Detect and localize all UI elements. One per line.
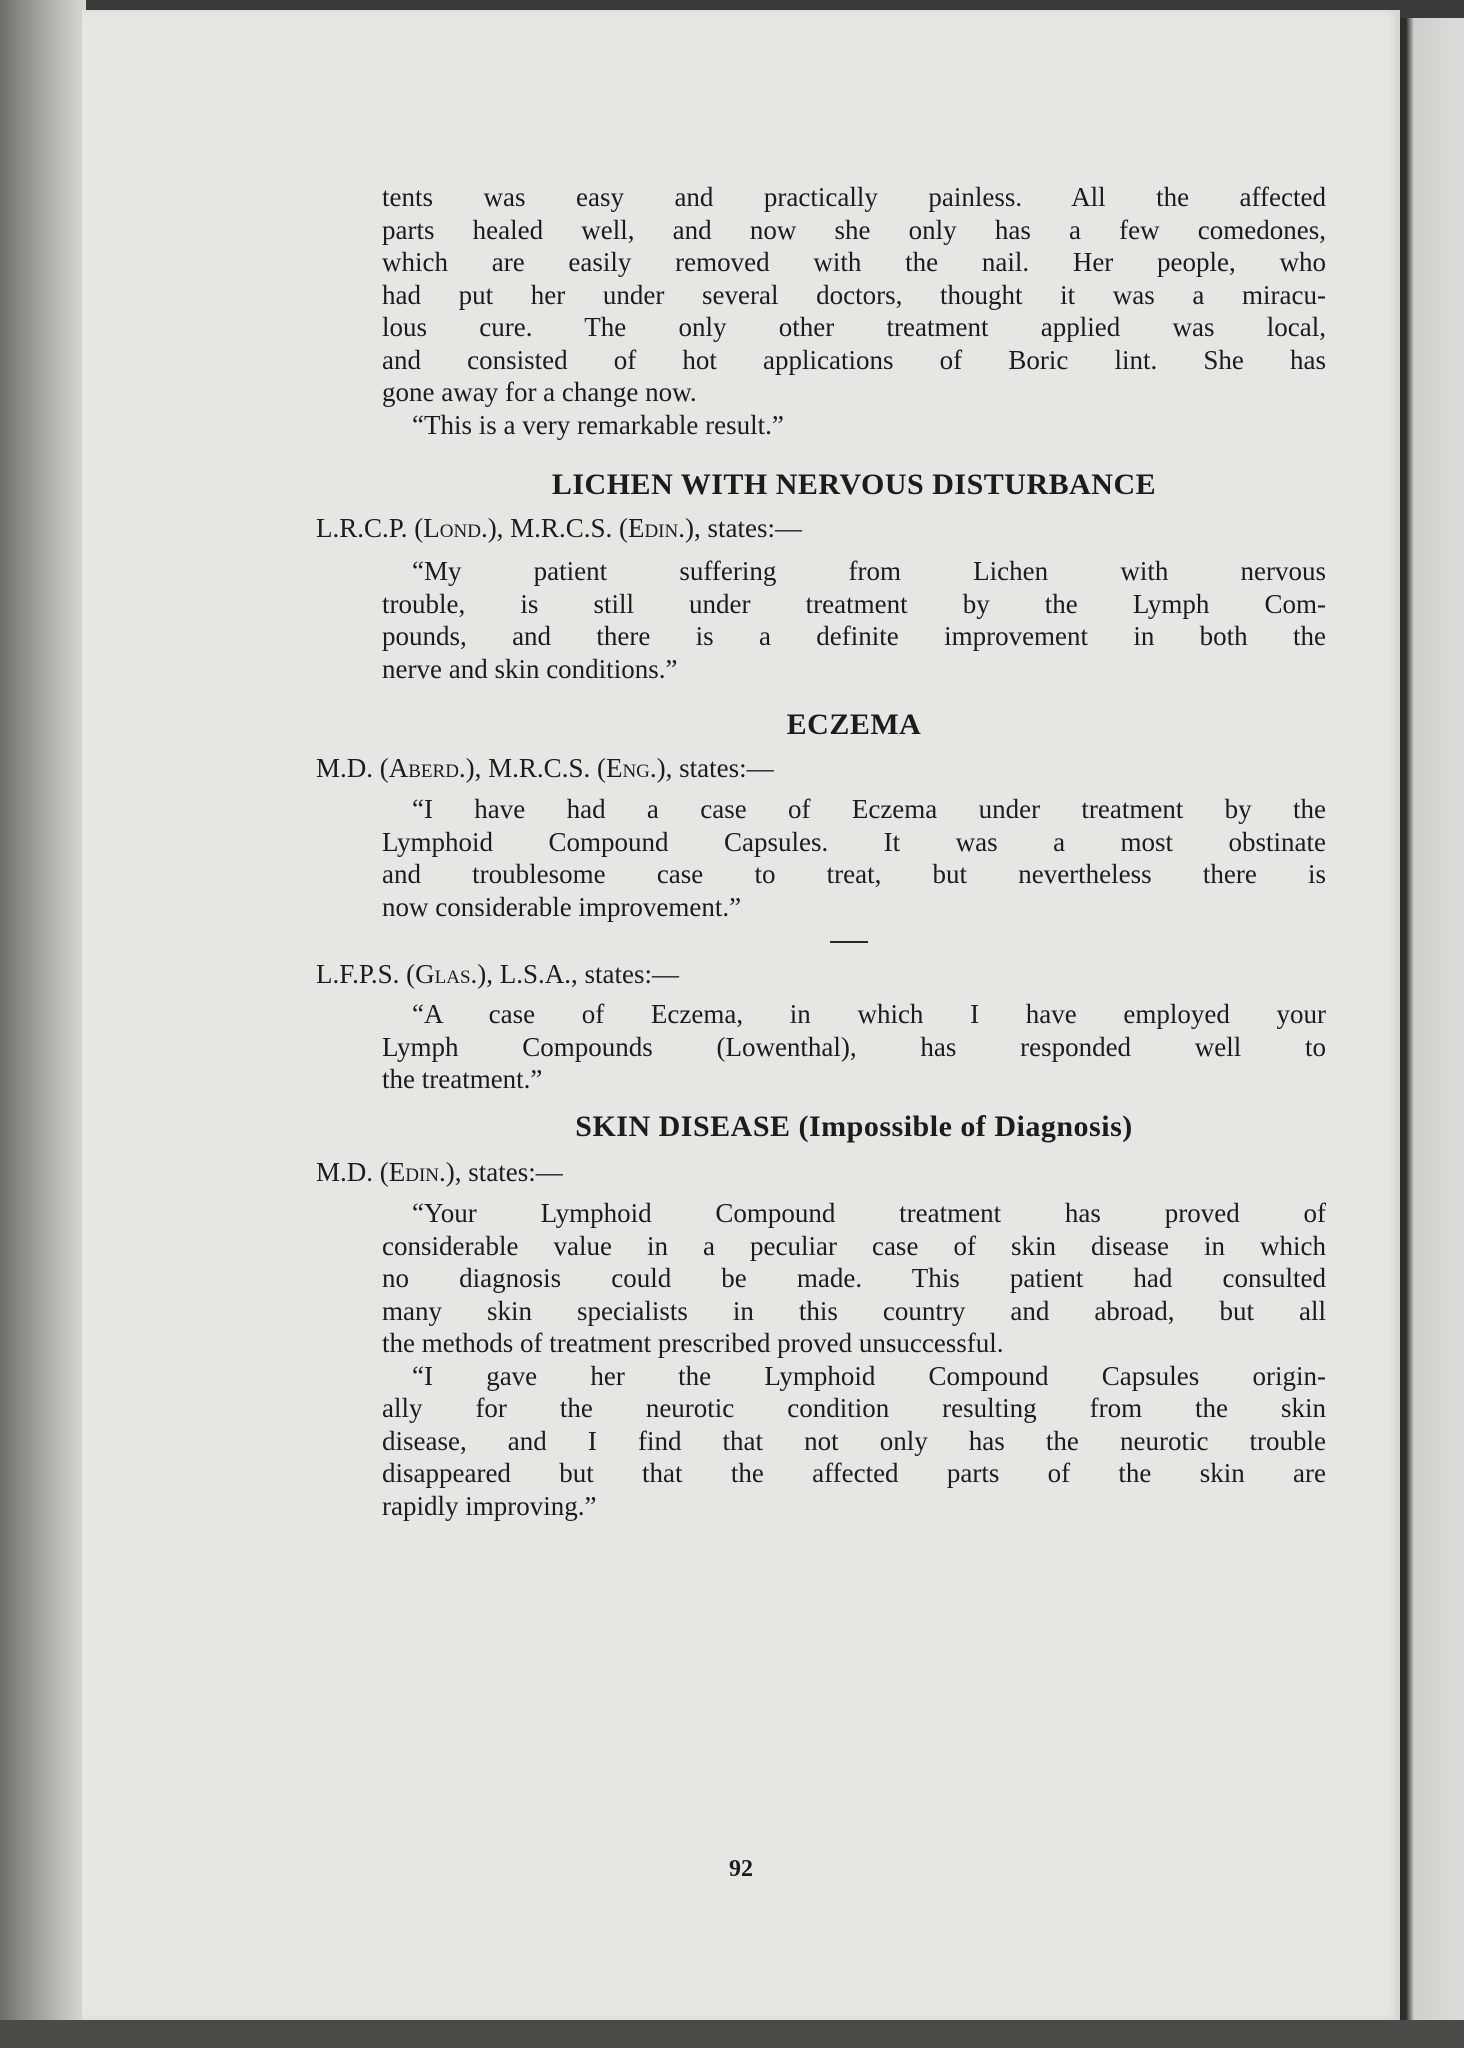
- attribution-eczema-1: [316, 752, 1316, 785]
- text-line: no diagnosis could be made. This patient had consulted: [382, 1263, 1326, 1293]
- section-divider: [830, 941, 868, 943]
- attribution-text: ), M.R.C.S. (: [465, 753, 606, 783]
- attribution-text: Lond.: [423, 513, 488, 543]
- text-line: Lymph Compounds (Lowenthal), has responded well to: [382, 1031, 1326, 1062]
- text-line: and troublesome case to treat, but nevertheless there is: [382, 859, 1326, 889]
- attribution-text: L.F.P.S. (: [316, 959, 416, 989]
- intro-paragraph: [382, 181, 1326, 441]
- text-line: Lymphoid Compound Capsules. It was a most obstinate: [382, 826, 1326, 857]
- attribution-text: Edin.: [627, 513, 685, 543]
- quote-lichen: [382, 555, 1326, 685]
- attribution-text: Edin.: [388, 1157, 446, 1187]
- page-text: [82, 10, 1400, 2020]
- book-spine-edge: [0, 0, 86, 2048]
- text-line: “This is a very remarkable result.”: [412, 409, 784, 440]
- attribution-text: L.R.C.P. (: [316, 513, 424, 543]
- attribution-skin-disease: [316, 1156, 1316, 1189]
- text-line: lous cure. The only other treatment applied was local,: [382, 312, 1326, 342]
- text-line: rapidly improving.”: [382, 1490, 597, 1521]
- text-line: now considerable improvement.”: [382, 891, 742, 922]
- text-line: disappeared but that the affected parts of the skin are: [382, 1458, 1326, 1488]
- attribution-text: Aberd.: [388, 753, 466, 783]
- attribution-text: M.D. (: [316, 1157, 389, 1187]
- text-line: and consisted of hot applications of Boric lint. She has: [382, 344, 1326, 375]
- text-line: gone away for a change now.: [382, 377, 697, 407]
- attribution-text: ), states:—: [656, 753, 774, 783]
- quote-eczema-2: [382, 998, 1326, 1096]
- text-line: which are easily removed with the nail. Her people, who: [382, 247, 1326, 277]
- section-heading-eczema: ECZEMA: [786, 708, 922, 741]
- attribution-text: Glas.: [415, 959, 478, 989]
- text-line: trouble, is still under treatment by the Lymph Com-: [382, 588, 1326, 619]
- attribution-text: ), L.S.A., states:—: [477, 959, 680, 989]
- attribution-text: M.D. (: [316, 753, 389, 783]
- quote-skin-disease: [382, 1197, 1326, 1522]
- attribution-eczema-2: [316, 958, 1316, 991]
- text-line: tents was easy and practically painless. All the affected: [382, 182, 1326, 212]
- section-heading-lichen: LICHEN WITH NERVOUS DISTURBANCE: [551, 468, 1157, 501]
- text-line: the methods of treatment prescribed proved unsuccessful.: [382, 1328, 1004, 1358]
- attribution-text: ), M.R.C.S. (: [487, 513, 628, 543]
- text-line: “A case of Eczema, in which I have employed your: [412, 999, 1326, 1029]
- attribution-text: ), states:—: [445, 1157, 563, 1187]
- text-line: parts healed well, and now she only has a few comedones,: [382, 214, 1326, 245]
- text-line: “My patient suffering from Lichen with nervous: [412, 556, 1326, 586]
- text-line: nerve and skin conditions.”: [382, 653, 678, 684]
- attribution-text: Eng.: [605, 753, 657, 783]
- text-line: had put her under several doctors, thought it was a miracu-: [382, 279, 1326, 310]
- text-line: “Your Lymphoid Compound treatment has proved of: [412, 1198, 1326, 1228]
- text-line: considerable value in a peculiar case of skin disease in which: [382, 1230, 1326, 1261]
- page-number: 92: [729, 1856, 753, 1882]
- text-line: ally for the neurotic condition resulting from the skin: [382, 1393, 1326, 1423]
- text-line: pounds, and there is a definite improvement in both the: [382, 621, 1326, 651]
- text-line: the treatment.”: [382, 1064, 543, 1094]
- attribution-text: ), states:—: [684, 513, 802, 543]
- text-line: disease, and I find that not only has the neurotic trouble: [382, 1425, 1326, 1456]
- text-line: many skin specialists in this country and abroad, but all: [382, 1295, 1326, 1326]
- next-page-edge: [1400, 18, 1464, 2048]
- quote-eczema-1: [382, 793, 1326, 923]
- attribution-lichen: [316, 512, 1316, 545]
- book-page: [82, 10, 1400, 2020]
- section-heading-skin-disease: SKIN DISEASE (Impossible of Diagnosis): [575, 1110, 1133, 1143]
- book-bottom-edge: [0, 2020, 1464, 2048]
- text-line: “I have had a case of Eczema under treatment by the: [412, 794, 1326, 824]
- text-line: “I gave her the Lymphoid Compound Capsules origin-: [412, 1360, 1326, 1391]
